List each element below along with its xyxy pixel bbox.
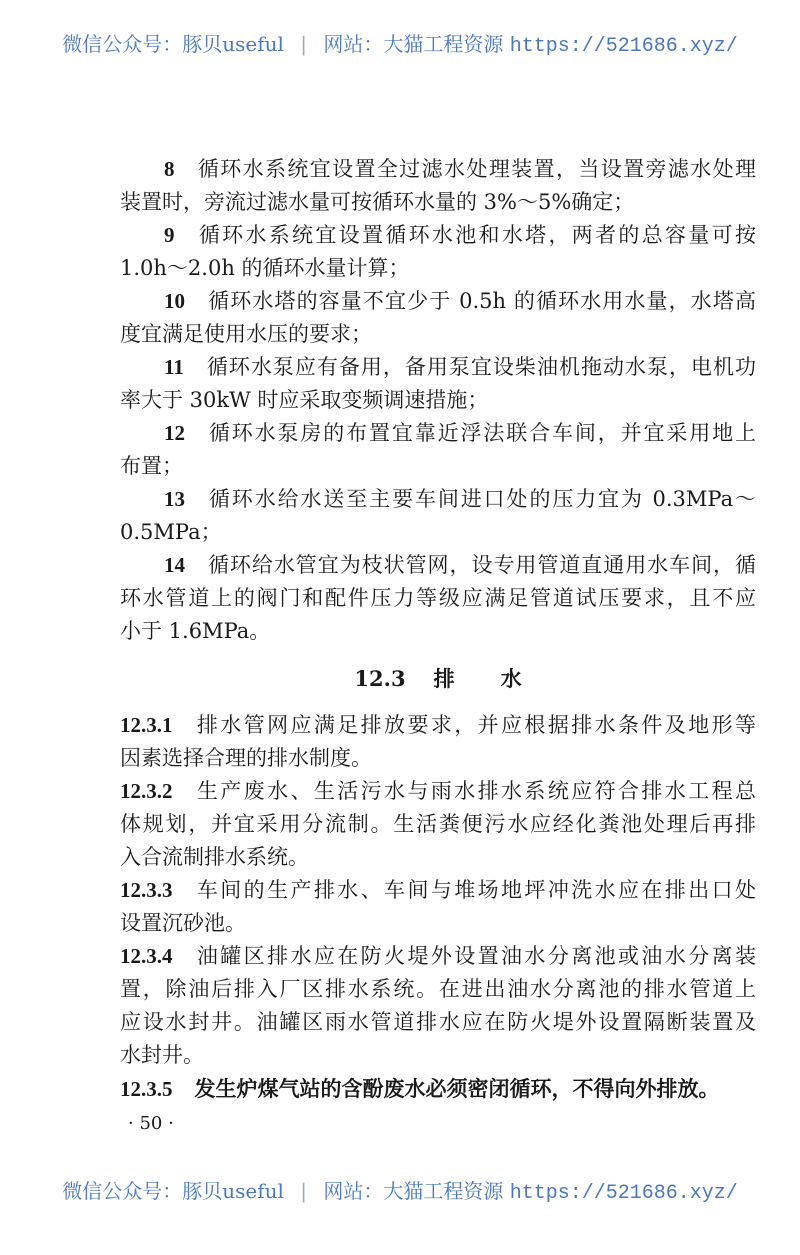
line-text: 循环水系统宜设置循环水池和水塔，两者的总容量可按 xyxy=(196,223,756,247)
item-number: 12 xyxy=(164,421,185,445)
line-text: 1.0h～2.0h 的循环水量计算； xyxy=(120,256,410,280)
text-line xyxy=(120,973,756,1006)
line-text: 循环水系统宜设置全过滤水处理装置，当设置旁滤水处理 xyxy=(196,157,756,181)
watermark-separator: | xyxy=(300,32,307,56)
clause-number: 12.3.4 xyxy=(120,944,173,968)
text-line xyxy=(120,1072,756,1105)
line-text: 水封井。 xyxy=(120,1043,204,1067)
text-line xyxy=(120,483,756,516)
section-heading xyxy=(120,648,756,709)
watermark-bottom xyxy=(0,1177,800,1208)
section-title-char: 排 xyxy=(433,666,455,691)
text-line xyxy=(120,615,756,648)
line-text: 循环水给水送至主要车间进口处的压力宜为 0.3MPa～ xyxy=(207,487,756,511)
item-number: 10 xyxy=(164,289,185,313)
item-number: 11 xyxy=(164,355,184,379)
text-line xyxy=(120,219,756,252)
line-text: 0.5MPa； xyxy=(120,520,222,544)
watermark-top xyxy=(0,30,800,61)
clause-number: 12.3.3 xyxy=(120,878,173,902)
item-number: 9 xyxy=(164,223,175,247)
watermark-wechat: 微信公众号：豚贝useful xyxy=(62,32,284,56)
text-line xyxy=(120,153,756,186)
watermark-url: https://521686.xyz/ xyxy=(509,35,738,58)
watermark-site: 网站：大猫工程资源 xyxy=(323,32,504,56)
line-text: 发生炉煤气站的含酚废水必须密闭循环，不得向外排放。 xyxy=(194,1076,720,1101)
text-line xyxy=(120,808,756,841)
text-line xyxy=(120,186,756,219)
text-line xyxy=(120,582,756,615)
clause-number: 12.3.5 xyxy=(120,1077,173,1101)
line-text: 循环水泵房的布置宜靠近浮法联合车间，并宜采用地上 xyxy=(207,421,756,445)
line-text: 置，除油后排入厂区排水系统。在进出油水分离池的排水管道上 xyxy=(120,977,756,1001)
text-line xyxy=(120,742,756,775)
watermark-url: https://521686.xyz/ xyxy=(509,1182,738,1205)
text-line xyxy=(120,549,756,582)
clause-number: 12.3.1 xyxy=(120,713,173,737)
line-text: 体规划，并宜采用分流制。生活粪便污水应经化粪池处理后再排 xyxy=(120,812,756,836)
text-line xyxy=(120,1006,756,1039)
line-text: 装置时，旁流过滤水量可按循环水量的 3%～5%确定； xyxy=(120,190,635,214)
text-line xyxy=(120,709,756,742)
item-number: 8 xyxy=(164,157,175,181)
text-line xyxy=(120,417,756,450)
line-text: 循环给水管宜为枝状管网，设专用管道直通用水车间，循 xyxy=(207,553,756,577)
line-text: 率大于 30kW 时应采取变频调速措施； xyxy=(120,388,489,412)
item-number: 13 xyxy=(164,487,185,511)
page-number: · 50 · xyxy=(128,1113,174,1134)
line-text: 度宜满足使用水压的要求； xyxy=(120,322,372,346)
text-line xyxy=(120,450,756,483)
line-text: 循环水泵应有备用，备用泵宜设柴油机拖动水泵，电机功 xyxy=(205,355,756,379)
text-line xyxy=(120,351,756,384)
section-number: 12.3 xyxy=(354,666,406,691)
line-text: 布置； xyxy=(120,454,183,478)
line-text: 应设水封井。油罐区雨水管道排水应在防火堤外设置隔断装置及 xyxy=(120,1010,756,1034)
line-text: 排水管网应满足排放要求，并应根据排水条件及地形等 xyxy=(194,713,756,737)
line-text: 入合流制排水系统。 xyxy=(120,845,309,869)
document-body xyxy=(120,153,756,1105)
line-text: 生产废水、生活污水与雨水排水系统应符合排水工程总 xyxy=(194,779,756,803)
text-line xyxy=(120,1039,756,1072)
text-line xyxy=(120,940,756,973)
item-number: 14 xyxy=(164,553,185,577)
section-title-char: 水 xyxy=(500,666,522,691)
watermark-separator: | xyxy=(300,1179,307,1203)
line-text: 油罐区排水应在防火堤外设置油水分离池或油水分离装 xyxy=(194,944,756,968)
text-line xyxy=(120,907,756,940)
text-line xyxy=(120,874,756,907)
line-text: 循环水塔的容量不宜少于 0.5h 的循环水用水量，水塔高 xyxy=(207,289,756,313)
line-text: 车间的生产排水、车间与堆场地坪冲洗水应在排出口处 xyxy=(194,878,756,902)
text-line xyxy=(120,841,756,874)
line-text: 因素选择合理的排水制度。 xyxy=(120,746,372,770)
line-text: 小于 1.6MPa。 xyxy=(120,619,271,643)
clause-number: 12.3.2 xyxy=(120,779,173,803)
text-line xyxy=(120,516,756,549)
text-line xyxy=(120,318,756,351)
watermark-wechat: 微信公众号：豚贝useful xyxy=(62,1179,284,1203)
line-text: 环水管道上的阀门和配件压力等级应满足管道试压要求，且不应 xyxy=(120,586,756,610)
line-text: 设置沉砂池。 xyxy=(120,911,246,935)
watermark-site: 网站：大猫工程资源 xyxy=(323,1179,504,1203)
text-line xyxy=(120,384,756,417)
text-line xyxy=(120,252,756,285)
text-line xyxy=(120,285,756,318)
text-line xyxy=(120,775,756,808)
